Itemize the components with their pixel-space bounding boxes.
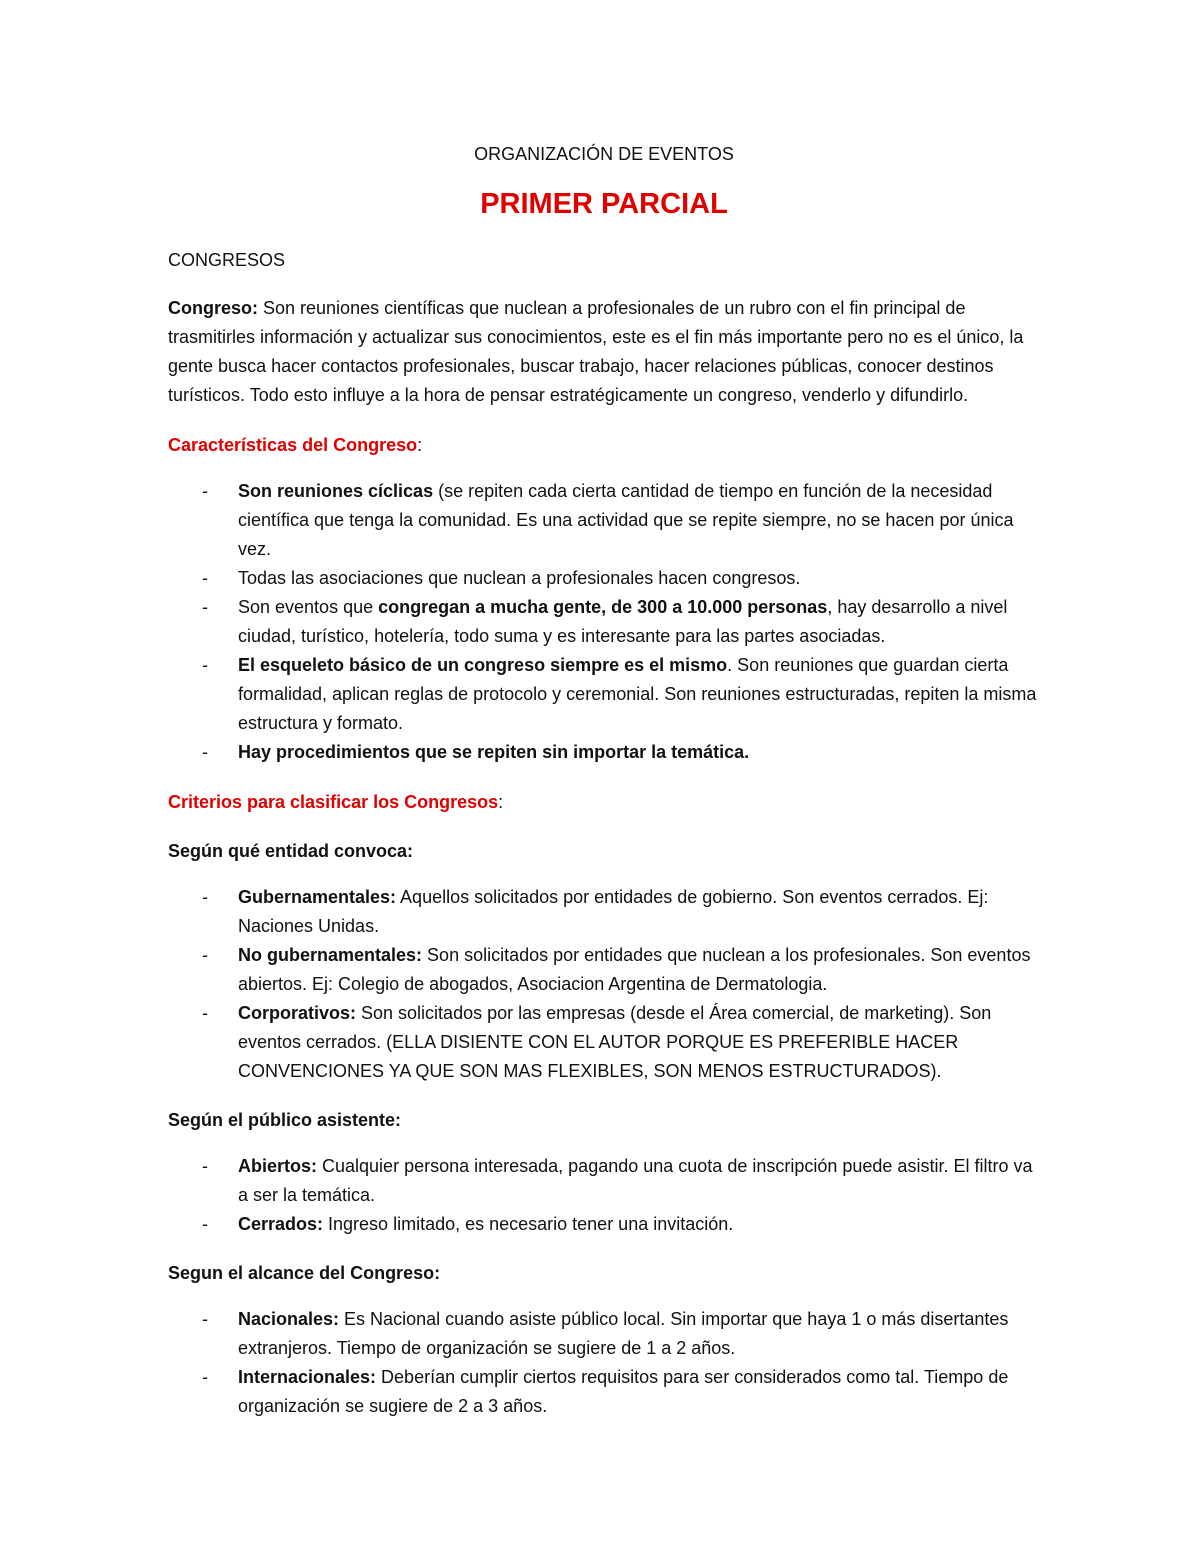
item-text: Son solicitados por entidades que nuclean a los profesionales. Son eventos abiertos. Ej: Colegio de abogados, Asociacion Argentina de Dermatologia.	[238, 945, 1031, 994]
list-item	[202, 564, 1040, 593]
item-pre-text: Son eventos que	[238, 597, 379, 617]
item-term: Nacionales:	[238, 1309, 340, 1329]
dash-bullet: -	[202, 655, 208, 675]
item-term: Gubernamentales:	[238, 887, 397, 907]
item-text: Todas las asociaciones que nuclean a profesionales hacen congresos.	[238, 568, 801, 588]
list-item	[202, 1152, 1040, 1210]
dash-bullet: -	[202, 1214, 208, 1234]
item-term: Internacionales:	[238, 1367, 377, 1387]
dash-bullet: -	[202, 481, 208, 501]
list-item	[202, 651, 1040, 738]
list-item	[202, 593, 1040, 651]
dash-bullet: -	[202, 1367, 208, 1387]
item-term: Cerrados:	[238, 1214, 324, 1234]
dash-bullet: -	[202, 1003, 208, 1023]
item-text: . Son reuniones que guardan cierta formalidad, aplican reglas de protocolo y ceremonial. Son reuniones estructuradas, repiten la misma estructura y formato.	[238, 655, 1037, 733]
dash-bullet: -	[202, 597, 208, 617]
list-item	[202, 999, 1040, 1086]
item-text: (se repiten cada cierta cantidad de tiempo en función de la necesidad científica que tenga la comunidad. Es una actividad que se repite siempre, no se hacen por única vez.	[238, 481, 1014, 559]
entity-heading: Según qué entidad convoca:	[168, 841, 414, 861]
characteristics-heading-text: Características del Congreso	[168, 435, 418, 455]
scope-heading: Segun el alcance del Congreso:	[168, 1263, 441, 1283]
characteristics-heading-colon: :	[417, 435, 423, 455]
item-text: Es Nacional cuando asiste público local. Sin importar que haya 1 o más disertantes extranjeros. Tiempo de organización se sugiere de 1 a 2 años.	[238, 1309, 1009, 1358]
list-item	[202, 1363, 1040, 1421]
audience-list	[168, 1152, 1040, 1239]
section-heading: CONGRESOS	[168, 250, 286, 270]
item-text: Son solicitados por las empresas (desde el Área comercial, de marketing). Son eventos cerrados. (ELLA DISIENTE CON EL AUTOR PORQUE ES PREFERIBLE HACER CONVENCIONES YA QUE SON MAS FLEXIBLES, SON MENOS ESTRUCTURADOS).	[238, 1003, 992, 1081]
dash-bullet: -	[202, 887, 208, 907]
list-item	[202, 883, 1040, 941]
scope-list	[168, 1305, 1040, 1421]
item-term: Abiertos:	[238, 1156, 318, 1176]
criteria-heading-text: Criterios para clasificar los Congresos	[168, 792, 499, 812]
characteristics-heading	[168, 431, 1040, 460]
item-term: Son reuniones cíclicas	[238, 481, 434, 501]
list-item	[202, 477, 1040, 564]
list-item	[202, 941, 1040, 999]
dash-bullet: -	[202, 1309, 208, 1329]
dash-bullet: -	[202, 1156, 208, 1176]
item-term: Corporativos:	[238, 1003, 357, 1023]
dash-bullet: -	[202, 568, 208, 588]
item-text: Aquellos solicitados por entidades de gobierno. Son eventos cerrados. Ej: Naciones Unidas.	[238, 887, 989, 936]
document-title: ORGANIZACIÓN DE EVENTOS	[474, 144, 734, 164]
intro-text: Son reuniones científicas que nuclean a profesionales de un rubro con el fin principal de trasmitirles información y actualizar sus conocimientos, este es el fin más importante pero no es el único, la gente busca hacer contactos profesionales, buscar trabajo, hacer relaciones públicas, conocer destinos turísticos. Todo esto influye a la hora de pensar estratégicamente un congreso, venderlo y difundirlo.	[168, 298, 1024, 405]
dash-bullet: -	[202, 945, 208, 965]
characteristics-list	[168, 477, 1040, 767]
dash-bullet: -	[202, 742, 208, 762]
item-term: congregan a mucha gente, de 300 a 10.000 personas	[378, 597, 828, 617]
list-item	[202, 1305, 1040, 1363]
intro-term: Congreso:	[168, 298, 258, 318]
document-subtitle: PRIMER PARCIAL	[480, 188, 728, 220]
criteria-heading-colon: :	[498, 792, 504, 812]
item-text: , hay desarrollo a nivel ciudad, turístico, hotelería, todo suma y es interesante para las partes asociadas.	[238, 597, 1008, 646]
audience-heading: Según el público asistente:	[168, 1110, 402, 1130]
intro-paragraph	[168, 294, 1040, 410]
item-text: Deberían cumplir ciertos requisitos para ser considerados como tal. Tiempo de organización se sugiere de 2 a 3 años.	[238, 1367, 1009, 1416]
item-term: Hay procedimientos que se repiten sin importar la temática.	[238, 742, 750, 762]
entity-list	[168, 883, 1040, 1086]
list-item	[202, 1210, 1040, 1239]
item-term: No gubernamentales:	[238, 945, 423, 965]
item-term: El esqueleto básico de un congreso siempre es el mismo	[238, 655, 728, 675]
item-text: Ingreso limitado, es necesario tener una invitación.	[323, 1214, 734, 1234]
list-item	[202, 738, 1040, 767]
item-text: Cualquier persona interesada, pagando una cuota de inscripción puede asistir. El filtro va a ser la temática.	[238, 1156, 1033, 1205]
criteria-heading	[168, 788, 1040, 817]
